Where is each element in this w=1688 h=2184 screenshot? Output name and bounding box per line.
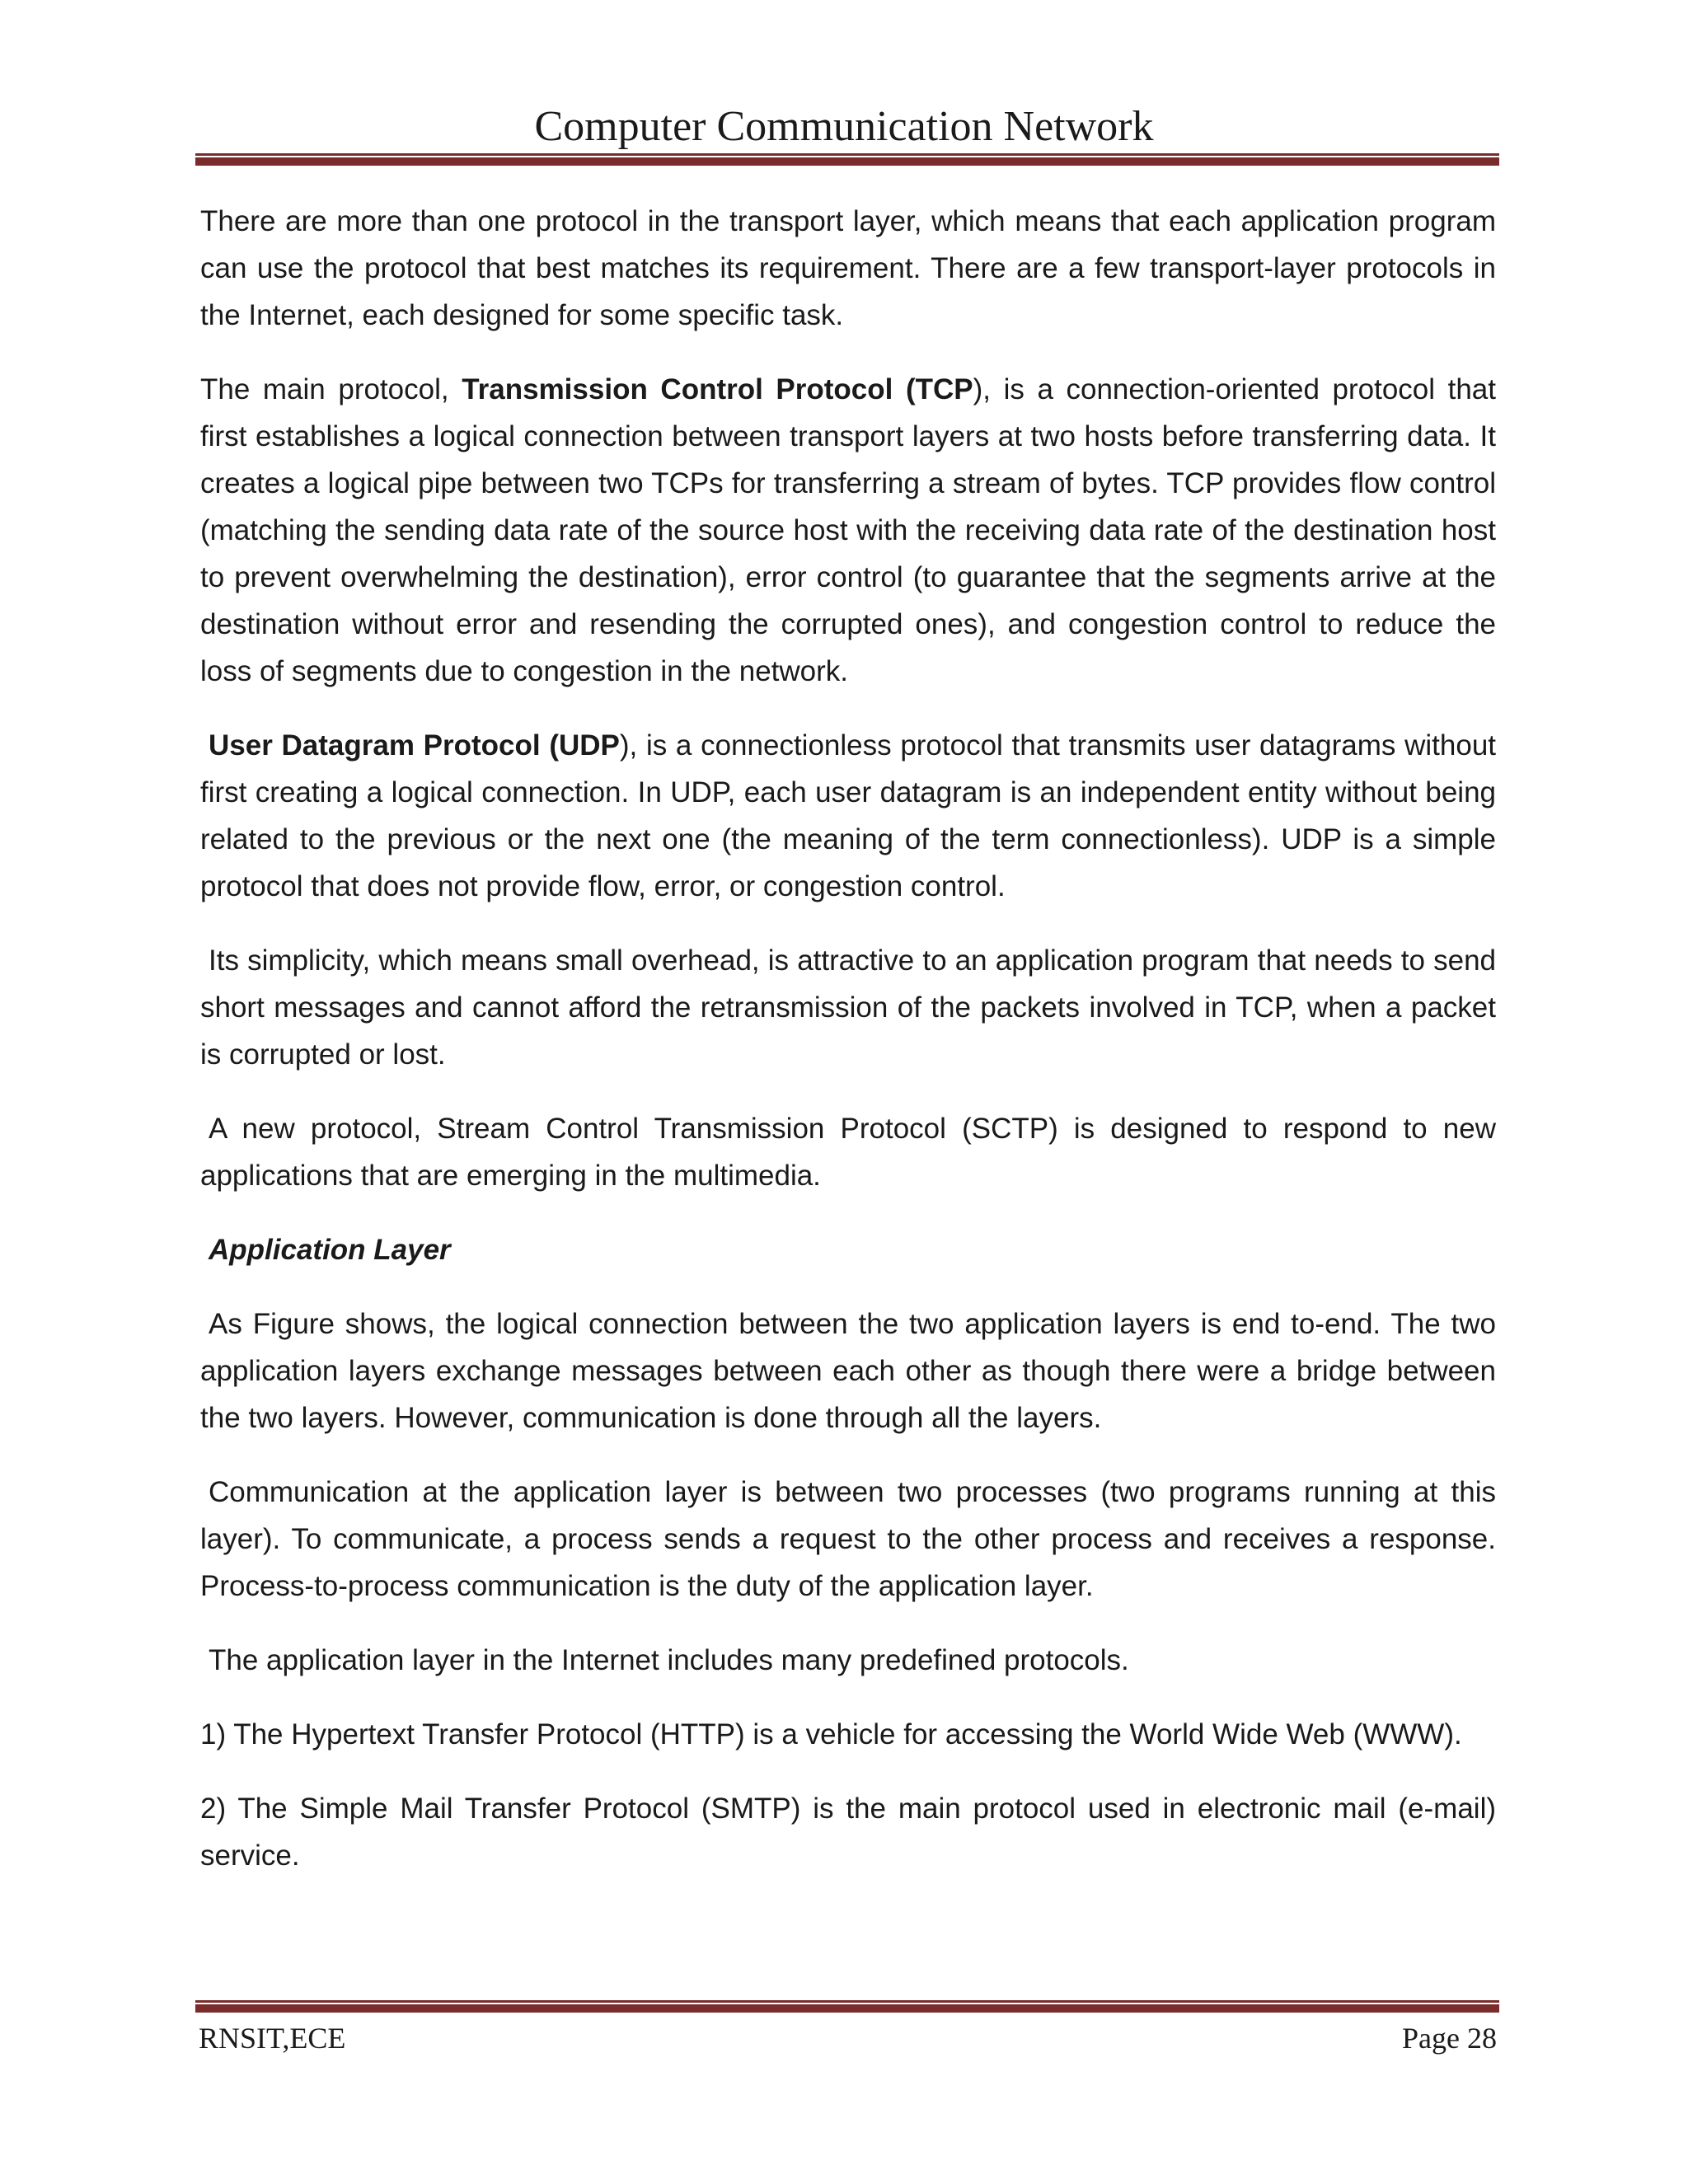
- paragraph-udp-simplicity: Its simplicity, which means small overhead, is attractive to an application program that needs to send short messages and cannot afford the retransmission of the packets involved in TCP, when a packet is corrupted or lost.: [200, 944, 1496, 1071]
- footer-institution: RNSIT,ECE: [199, 2022, 346, 2055]
- list-item-http: 1) The Hypertext Transfer Protocol (HTTP) is a vehicle for accessing the World Wide Web (WWW).: [200, 1718, 1462, 1750]
- paragraph-predefined-protocols: The application layer in the Internet includes many predefined protocols.: [209, 1644, 1129, 1676]
- paragraph-udp: [200, 722, 1496, 910]
- paragraph-sctp: A new protocol, Stream Control Transmission Protocol (SCTP) is designed to respond to new applications that are emerging in the multimedia.: [200, 1113, 1496, 1192]
- document-body: [200, 198, 1496, 1906]
- section-heading-application-layer: Application Layer: [209, 1234, 451, 1266]
- paragraph-udp-text: ), is a connectionless protocol that transmits user datagrams without first creating a logical connection. In UDP, each user datagram is an independent entity without being related to the previous or the next one (the meaning of the term connectionless). UDP is a simple protocol that does not provide flow, error, or congestion control.: [200, 729, 1497, 902]
- page-header-title: Computer Communication Network: [534, 103, 1154, 150]
- paragraph-process-communication: Communication at the application layer is between two processes (two programs running at this layer). To communicate, a process sends a request to the other process and receives a response. Process-to-process communication is the duty of the application layer.: [200, 1476, 1496, 1602]
- header-rule-thin: [195, 153, 1499, 156]
- paragraph-tcp: [200, 366, 1496, 695]
- list-item-smtp: 2) The Simple Mail Transfer Protocol (SMTP) is the main protocol used in electronic mail (e-mail) service.: [200, 1793, 1496, 1872]
- paragraph-tcp-text: ), is a connection-oriented protocol that first establishes a logical connection between transport layers at two hosts before transferring data. It creates a logical pipe between two TCPs for transferring a stream of bytes. TCP provides flow control (matching the sending data rate of the source host with the receiving data rate of the destination host to prevent overwhelming the destination), error control (to guarantee that the segments arrive at the destination without error and resending the corrupted ones), and congestion control to reduce the loss of segments due to congestion in the network.: [200, 373, 1496, 687]
- paragraph-tcp-intro: The main protocol,: [200, 373, 462, 405]
- udp-term: User Datagram Protocol (UDP: [209, 729, 620, 762]
- tcp-term: Transmission Control Protocol (TCP: [462, 373, 973, 405]
- paragraph-application-logical-connection: As Figure shows, the logical connection between the two application layers is end to-end. The two application layers exchange messages between each other as though there were a bridge between the two layers. However, communication is done through all the layers.: [200, 1308, 1496, 1434]
- footer-rule-thick: [195, 2004, 1499, 2013]
- paragraph-transport-protocols: There are more than one protocol in the transport layer, which means that each application program can use the protocol that best matches its requirement. There are a few transport-layer protocols in the Internet, each designed for some specific task.: [200, 205, 1496, 331]
- footer-page-number: Page 28: [1402, 2022, 1497, 2055]
- footer-rule-thin: [195, 2000, 1499, 2003]
- header-rule-thick: [195, 157, 1499, 166]
